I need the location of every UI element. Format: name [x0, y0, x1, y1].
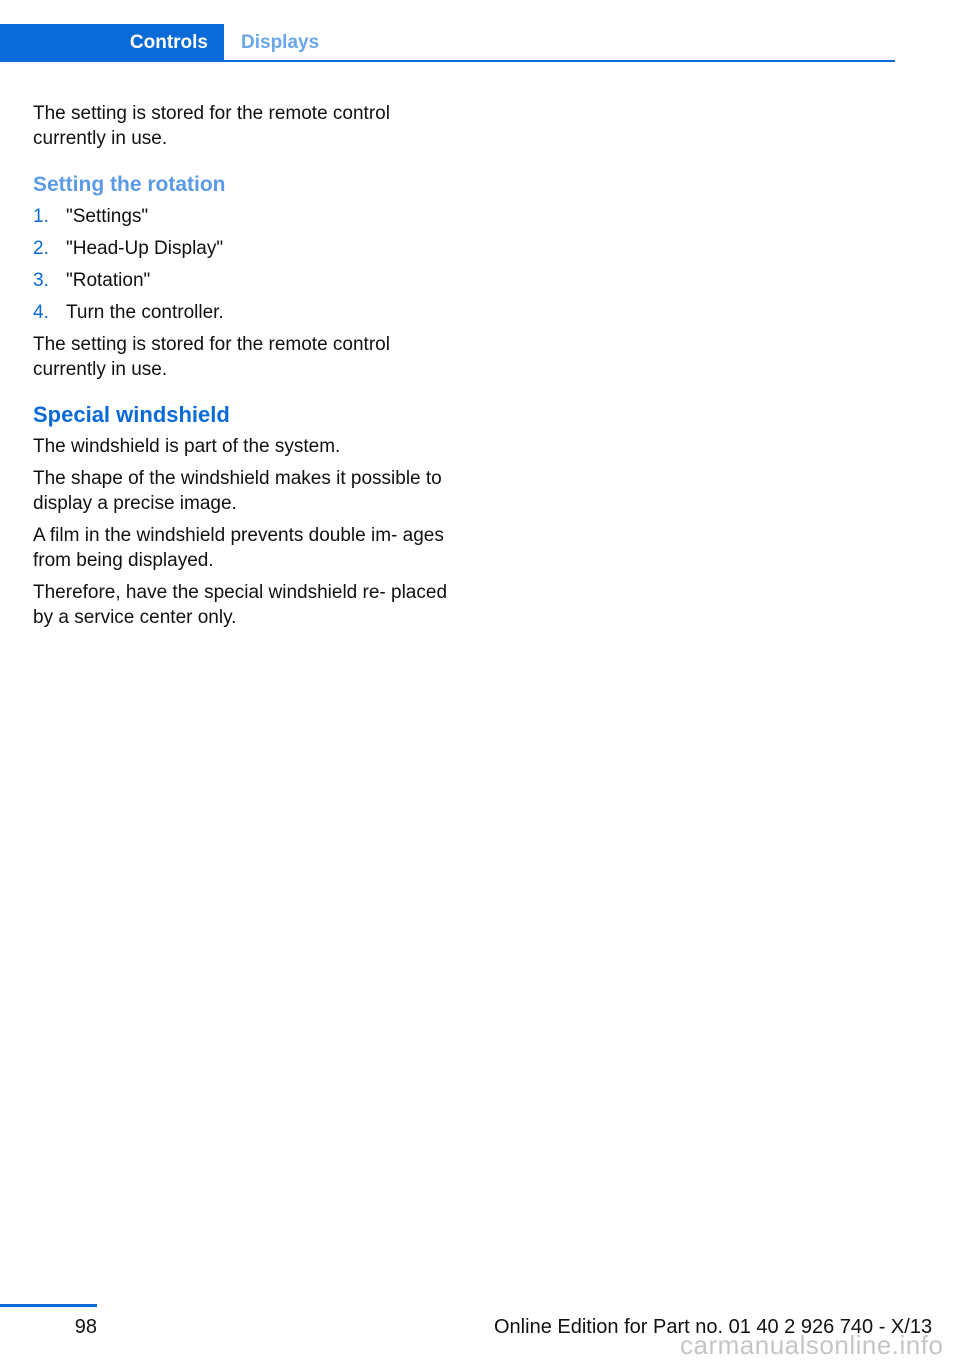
tab-displays[interactable]: Displays [241, 32, 320, 53]
step-text: "Rotation" [66, 270, 151, 291]
rotation-heading: Setting the rotation [33, 173, 226, 196]
step-number: 4. [33, 302, 49, 323]
step-number: 3. [33, 270, 49, 291]
rotation-note: The setting is stored for the remote control currently in use. [33, 334, 390, 380]
edition-text: Online Edition for Part no. 01 40 2 926 740 - X/13 [494, 1316, 933, 1338]
footer-rule [0, 1304, 97, 1307]
list-item [33, 268, 453, 293]
list-item [33, 236, 453, 261]
list-item [33, 300, 453, 325]
tab-controls[interactable]: Controls [0, 24, 224, 62]
windshield-paragraph: The windshield is part of the system. [33, 436, 341, 457]
windshield-heading: Special windshield [33, 402, 230, 427]
step-text: Turn the controller. [66, 302, 224, 323]
page-content [33, 101, 453, 637]
intro-paragraph: The setting is stored for the remote control currently in use. [33, 103, 390, 149]
rotation-steps [33, 204, 453, 325]
windshield-paragraph: The shape of the windshield makes it possible to display a precise image. [33, 468, 442, 514]
header-tabs [0, 24, 895, 62]
step-text: "Head-Up Display" [66, 238, 224, 259]
watermark: carmanualsonline.info [680, 1330, 944, 1360]
step-text: "Settings" [66, 206, 149, 227]
page-number: 98 [74, 1316, 97, 1338]
windshield-paragraph: A film in the windshield prevents double im‐ ages from being displayed. [33, 525, 444, 571]
step-number: 2. [33, 238, 49, 259]
step-number: 1. [33, 206, 49, 227]
list-item [33, 204, 453, 229]
windshield-paragraph: Therefore, have the special windshield re‐ placed by a service center only. [33, 582, 448, 628]
